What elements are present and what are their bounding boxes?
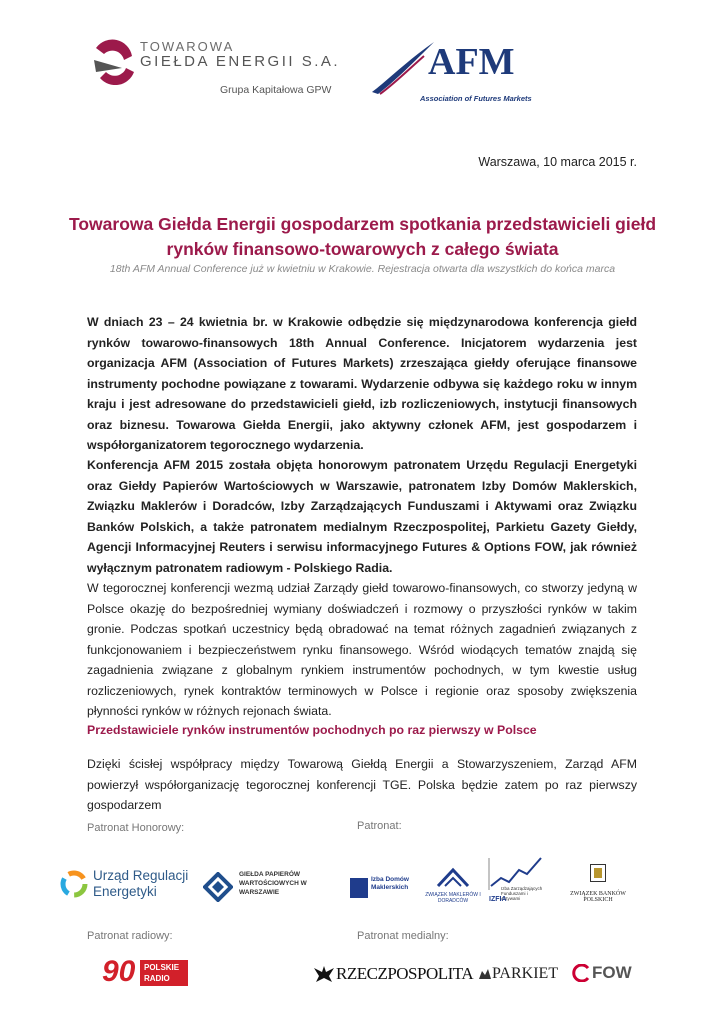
zbp-name: ZWIĄZEK BANKÓW POLSKICH — [570, 891, 626, 903]
idm-logo — [350, 876, 416, 902]
izfia-name: IZFIA — [489, 896, 507, 903]
zbp-logo — [556, 864, 640, 904]
afm-name: AFM — [428, 41, 515, 83]
fow-logo — [572, 960, 638, 986]
tge-emblem-icon — [92, 38, 138, 96]
label-radio-patronage: Patronat radiowy: — [87, 930, 173, 942]
page-subtitle: 18th AFM Annual Conference już w kwietniu w Krakowie. Rejestracja otwarta dla wszystkich do końca marca — [109, 263, 616, 275]
zmd-name: ZWIĄZEK MAKLERÓW I DORADCÓW — [425, 892, 481, 904]
rzeczpospolita-name: RZECZPOSPOLITA — [336, 964, 474, 983]
gpw-logo — [203, 866, 318, 906]
tge-subtitle: Grupa Kapitałowa GPW — [220, 84, 332, 96]
izfia-chart-icon — [485, 856, 545, 890]
parkiet-logo — [478, 962, 562, 986]
polskie-radio-logo — [102, 956, 190, 988]
page-title: Towarowa Giełda Energii gospodarzem spotkania przedstawicieli giełd rynków finansowo-towarowych z całego świata — [68, 214, 657, 259]
ure-name-line2: Energetyki — [93, 884, 157, 899]
tge-name-line2: GIEŁDA ENERGII S.A. — [140, 53, 341, 70]
ure-name-line1: Urząd Regulacji — [93, 868, 189, 883]
fow-emblem-icon — [572, 964, 590, 982]
fow-name: FOW — [592, 963, 632, 982]
label-honorary-patronage: Patronat Honorowy: — [87, 822, 185, 834]
afm-logo — [368, 40, 532, 110]
parkiet-bull-icon — [478, 967, 492, 981]
gpw-name: GIEŁDA PAPIERÓW WARTOŚCIOWYCH W WARSZAWIE — [239, 871, 307, 896]
idm-name: Izba Domów Maklerskich — [371, 876, 409, 891]
paragraph-cooperation: Dzięki ścisłej współpracy między Towarową Giełdą Energii a Stowarzyszeniem, Zarząd AFM powierzył współorganizację tegorocznej konferencji TGE. Polska będzie zatem po raz pierwszy gospodarzem — [87, 757, 637, 812]
idm-emblem-icon — [350, 878, 368, 898]
paragraph-patronage: Konferencja AFM 2015 została objęta honorowym patronatem Urzędu Regulacji Energetyki oraz Giełdy Papierów Wartościowych w Warszawie, patronatem Izby Domów Maklerskich, Związku Maklerów i Doradców, Izby Zarządzających Funduszami i Aktywami oraz Związku Banków Polskich, a także patronatem medialnym Rzeczpospolitej, Parkietu Gazety Giełdy, Agencji Informacyjnej Reuters i serwisu informacyjnego Futures & Options FOW, jak również wyłącznym patronatem radiowym - Polskiego Radia. — [87, 458, 637, 575]
izfia-logo — [485, 856, 547, 906]
section-heading: Przedstawiciele rynków instrumentów pochodnych po raz pierwszy w Polsce — [87, 723, 537, 737]
paragraph-intro: W dniach 23 – 24 kwietnia br. w Krakowie odbędzie się międzynarodowa konferencja giełd rynków towarowo-finansowych 18th Annual Conference. Inicjatorem wydarzenia jest organizacja AFM (Association of Futures Markets) zrzeszająca giełdy oferujące finansowe instrumenty pochodne powiązane z towarami. Wydarzenie odbywa się każdego roku w innym kraju i jest adresowane do przedstawicieli giełd, izb rozliczeniowych, instytucji finansowych oraz biznesu. Towarowa Giełda Energii, jako aktywny członek AFM, jest gospodarzem i współorganizatorem tegorocznego wydarzenia. — [87, 315, 637, 452]
label-media-patronage: Patronat medialny: — [357, 930, 449, 942]
ure-emblem-icon — [60, 870, 88, 898]
parkiet-name: PARKIET — [492, 965, 559, 982]
paragraph-conference: W tegorocznej konferencji wezmą udział Zarządy giełd towarowo-finansowych, co stworzy jedyną w Polsce okazję do bezpośredniej wymiany doświadczeń i rozmowy o przyszłości rynków w takim gronie. Podczas spotkań uczestnicy będą obradować na temat różnych zagadnień związanych z funkcjonowaniem i bezpieczeństwem rynku finansowego. Wśród wiodących tematów znajdą się zagadnienia związane z globalnym rynkiem instrumentów pochodnych, w tym kwestie usług rozliczeniowych, rynek kontraktów terminowych w Polsce i regionie oraz sposoby zwiększenia płynności rynków w różnych rejonach świata. — [87, 581, 637, 718]
label-patronage: Patronat: — [357, 820, 402, 832]
afm-full-name: Association of Futures Markets — [420, 94, 532, 103]
tge-logo — [92, 38, 342, 100]
zbp-emblem-icon — [590, 864, 606, 882]
zmd-emblem-icon — [436, 866, 470, 890]
date-line: Warszawa, 10 marca 2015 r. — [478, 155, 637, 169]
tge-name-line1: TOWAROWA — [140, 39, 235, 54]
radio-number: 90 — [102, 955, 136, 988]
radio-name: POLSKIE RADIO — [140, 960, 188, 986]
izfia-full-name: Izba Zarządzających Funduszami i Aktywami — [501, 886, 543, 901]
eagle-icon — [312, 964, 336, 984]
zmd-logo — [424, 866, 482, 906]
ure-logo — [60, 866, 195, 906]
gpw-emblem-icon — [203, 872, 233, 902]
rzeczpospolita-logo — [312, 962, 474, 986]
